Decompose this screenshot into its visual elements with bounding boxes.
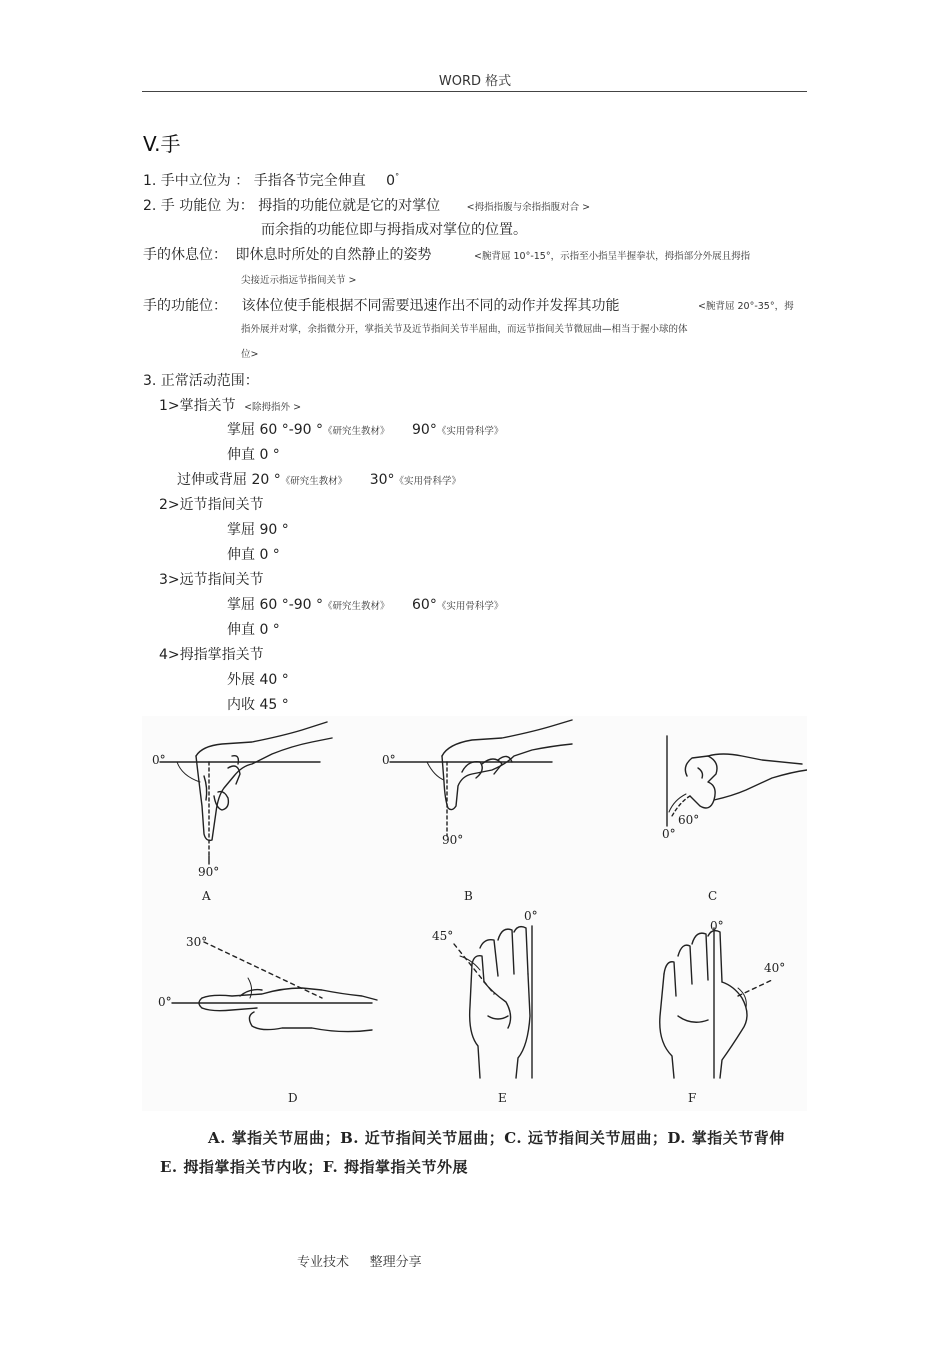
label-e-0deg: 0° [524,909,538,923]
dip-flexion [227,594,503,614]
section-title: V.手 [143,132,181,156]
panel-label-f: F [688,1091,697,1105]
func-label: 手的功能位： [143,298,227,314]
source-label: 《研究生教材》 [280,476,348,487]
panel-label-a: A [202,889,211,903]
mcp-hyperextension [177,469,461,489]
label-e-45deg: 45° [432,929,454,943]
panel-label-d: D [288,1091,298,1105]
figure-caption-2: E. 拇指掌指关节内收；F. 拇指掌指关节外展 [160,1158,468,1176]
line-neutral-value: 0 [386,173,396,189]
range-title: 3. 正常活动范围： [143,373,259,389]
func-note-2: 指外展并对掌，余指微分开，掌指关节及近节指间关节半屈曲，而远节指间关节微屈曲—相当于握小球的体 [241,324,688,335]
mcp-flex-value-2: 90° [412,422,437,438]
rest-position [143,244,431,264]
mcp-title: 1>掌指关节 [159,398,236,414]
label-c-60deg: 60° [678,813,700,827]
dip-extension: 伸直 0 ° [227,622,280,638]
func-note-3: 位> [241,349,259,360]
func-text: 该体位使手能根据不同需要迅速作出不同的动作并发挥其功能 [241,298,620,314]
label-d-30deg: 30° [186,935,208,949]
page-header: WORD 格式 [438,74,512,89]
pip-flexion: 掌屈 90 ° [227,522,289,538]
mcp-flex-value: 掌屈 60 °-90 ° [227,422,324,438]
label-b-90deg: 90° [442,833,464,847]
source-label: 《研究生教材》 [323,601,390,612]
hand-range-figure [142,716,807,1111]
source-label: 《实用骨科学》 [436,426,504,437]
label-f-0deg: 0° [710,919,724,933]
rest-note: <腕背屈 10°-15°，示指至小指呈半握拳状，拇指部分外展且拇指 [474,251,751,262]
rest-note-2: 尖接近示指远节指间关节 > [241,275,357,286]
figure-caption-1: A. 掌指关节屈曲；B. 近节指间关节屈曲；C. 远节指间关节屈曲；D. 掌指关节背伸 [208,1129,785,1147]
func-note: <腕背屈 20°-35°，拇 [698,301,794,312]
line-function-note: <拇指指腹与余指指腹对合 > [466,202,591,213]
label-f-40deg: 40° [764,961,786,975]
degree-sign: ° [395,172,400,181]
panel-label-e: E [498,1091,507,1105]
source-label: 《实用骨科学》 [436,601,504,612]
line-function-2: 而余指的功能位即与拇指成对掌位的位置。 [261,222,527,238]
rest-text: 即休息时所处的自然静止的姿势 [235,247,432,263]
page-footer: 专业技术 整理分享 [297,1255,422,1270]
line-neutral-text: 1. 手中立位为 ： 手指各节完全伸直 [143,173,366,189]
dip-flex-value: 掌屈 60 °-90 ° [227,597,324,613]
pip-extension: 伸直 0 ° [227,547,280,563]
thumb-adduction: 内收 45 ° [227,697,289,713]
dip-flex-value-2: 60° [412,597,437,613]
label-c-0deg: 0° [662,827,676,841]
functional-position [143,295,619,315]
label-a-90deg: 90° [198,865,220,879]
thumb-title: 4>拇指掌指关节 [159,647,264,663]
line-neutral [143,170,399,190]
line-function-text: 2. 手 功能位 为： 拇指的功能位就是它的对掌位 [143,198,441,214]
mcp-hyper-value: 过伸或背屈 20 ° [177,472,281,488]
mcp-extension: 伸直 0 ° [227,447,280,463]
pip-title: 2>近节指间关节 [159,497,264,513]
source-label: 《研究生教材》 [323,426,390,437]
dip-title: 3>远节指间关节 [159,572,264,588]
rest-label: 手的休息位： [143,247,227,263]
mcp-flexion [227,419,503,439]
thumb-abduction: 外展 40 ° [227,672,289,688]
mcp-hyper-value-2: 30° [369,472,395,488]
line-function [143,195,590,215]
label-d-0deg: 0° [158,995,172,1009]
header-rule [142,91,807,92]
panel-label-b: B [464,889,473,903]
panel-label-c: C [708,889,718,903]
mcp-note: <除拇指外 > [244,402,302,413]
label-b-0deg: 0° [382,753,396,767]
source-label: 《实用骨科学》 [394,476,462,487]
label-a-0deg: 0° [152,753,166,767]
mcp-section [159,395,301,415]
